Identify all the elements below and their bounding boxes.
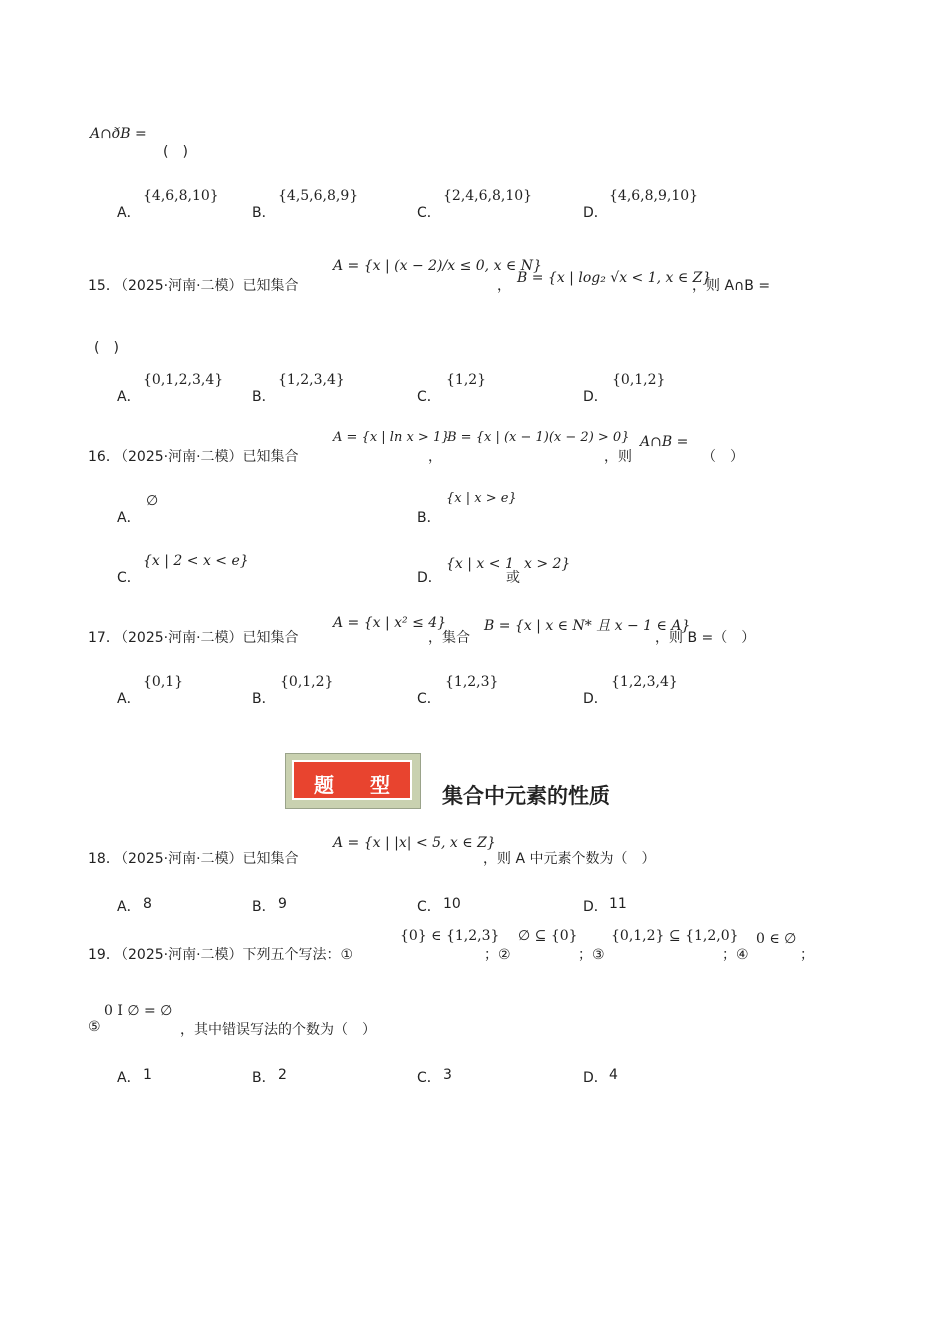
- q14-opt-a[interactable]: {4,6,8,10}: [143, 188, 219, 204]
- q19-opt-a[interactable]: 1: [143, 1067, 152, 1083]
- q15-opt-d[interactable]: {0,1,2}: [612, 372, 666, 388]
- q16-opt-c[interactable]: {x | 2 < x < e}: [143, 553, 249, 569]
- q19-sep-3: ；④: [722, 947, 749, 963]
- q18-opt-d-label: D．: [583, 899, 608, 915]
- q17-ask: ，则 B =（ ）: [655, 630, 756, 646]
- q14-opt-b[interactable]: {4,5,6,8,9}: [278, 188, 359, 204]
- q18-opt-b[interactable]: 9: [278, 896, 287, 912]
- q14-opt-c-label: C．: [417, 205, 441, 221]
- q19-sep-4: ；: [800, 947, 814, 963]
- q17-opt-d-label: D．: [583, 691, 608, 707]
- q18-opt-c-label: C．: [417, 899, 441, 915]
- q15-opt-b[interactable]: {1,2,3,4}: [278, 372, 345, 388]
- q16-opt-a[interactable]: ∅: [146, 493, 159, 509]
- q18-number: 18．: [88, 851, 120, 867]
- q19-writing-1: {0} ∈ {1,2,3}: [400, 928, 500, 944]
- q17-opt-b-label: B．: [252, 691, 276, 707]
- q14-opt-c[interactable]: {2,4,6,8,10}: [443, 188, 533, 204]
- q17-opt-a-label: A．: [117, 691, 141, 707]
- q18-ask: ，则 A 中元素个数为（ ）: [483, 851, 656, 867]
- q19-sep-1: ；②: [484, 947, 511, 963]
- section-badge-char-2: 型: [370, 773, 390, 797]
- q18-opt-b-label: B．: [252, 899, 276, 915]
- q19-writing-2: ∅ ⊆ {0}: [518, 928, 578, 944]
- section-title: 集合中元素的性质: [442, 784, 610, 808]
- q19-opt-b-label: B．: [252, 1070, 276, 1086]
- q17-set-b: B = {x | x ∈ N* 且 x − 1 ∈ A}: [484, 618, 691, 634]
- q18-opt-a[interactable]: 8: [143, 896, 152, 912]
- q17-opt-c[interactable]: {1,2,3}: [445, 674, 499, 690]
- q16-set-b: B = {x | (x − 1)(x − 2) > 0}: [447, 430, 630, 445]
- q19-writing-5: 0 I ∅ = ∅: [104, 1003, 173, 1019]
- q16-opt-b[interactable]: {x | x > e}: [446, 491, 517, 506]
- q16-opt-d-label: D．: [417, 570, 442, 586]
- q16-sep: ，: [428, 449, 442, 465]
- q14-formula: A∩ð⁠B =: [90, 126, 147, 142]
- section-badge: [285, 753, 421, 809]
- q18-source: （2025·河南·二模）已知集合: [114, 851, 299, 867]
- q19-source: （2025·河南·二模）下列五个写法：①: [114, 947, 354, 963]
- q16-opt-d-part1[interactable]: {x | x < 1: [446, 556, 514, 572]
- q16-source: （2025·河南·二模）已知集合: [114, 449, 299, 465]
- q18-opt-c[interactable]: 10: [443, 896, 461, 912]
- q19-writing-3: {0,1,2} ⊆ {1,2,0}: [611, 928, 739, 944]
- q17-opt-d[interactable]: {1,2,3,4}: [611, 674, 678, 690]
- q15-paren: ( ): [94, 340, 119, 356]
- q16-formula: A∩B =: [640, 434, 689, 450]
- q19-opt-b[interactable]: 2: [278, 1067, 287, 1083]
- q16-paren: （ ）: [702, 449, 744, 465]
- q17-source: （2025·河南·二模）已知集合: [114, 630, 299, 646]
- q14-opt-a-label: A．: [117, 205, 141, 221]
- q19-number: 19．: [88, 947, 120, 963]
- q15-set-a: A = {x | (x − 2)/x ≤ 0, x ∈ N}: [333, 258, 542, 274]
- q15-source: （2025·河南·二模）已知集合: [114, 278, 299, 294]
- q15-ask: ，则 A∩B =: [692, 278, 771, 294]
- q17-set-a: A = {x | x² ≤ 4}: [333, 615, 447, 631]
- q17-opt-a[interactable]: {0,1}: [143, 674, 184, 690]
- q16-opt-b-label: B．: [417, 510, 441, 526]
- q16-set-a: A = {x | ln x > 1}: [333, 430, 450, 445]
- q18-opt-d[interactable]: 11: [609, 896, 627, 912]
- q19-ask: ，其中错误写法的个数为（ ）: [180, 1022, 376, 1038]
- q15-opt-a[interactable]: {0,1,2,3,4}: [143, 372, 224, 388]
- q16-opt-a-label: A．: [117, 510, 141, 526]
- q16-ask: ，则: [604, 449, 632, 465]
- q14-opt-d[interactable]: {4,6,8,9,10}: [609, 188, 699, 204]
- q19-opt-d[interactable]: 4: [609, 1067, 618, 1083]
- q19-sep-2: ；③: [578, 947, 605, 963]
- q17-opt-c-label: C．: [417, 691, 441, 707]
- q19-writing-4: 0 ∈ ∅: [756, 931, 797, 947]
- q15-opt-c-label: C．: [417, 389, 441, 405]
- q17-mid: ，集合: [428, 630, 470, 646]
- q18-set-a: A = {x | |x| < 5, x ∈ Z}: [333, 835, 496, 851]
- q15-opt-a-label: A．: [117, 389, 141, 405]
- q19-opt-c-label: C．: [417, 1070, 441, 1086]
- q15-set-b: B = {x | log₂ √x < 1, x ∈ Z}: [517, 270, 712, 286]
- q18-opt-a-label: A．: [117, 899, 141, 915]
- q14-paren: ( ): [163, 144, 188, 160]
- q19-opt-d-label: D．: [583, 1070, 608, 1086]
- q17-opt-b[interactable]: {0,1,2}: [280, 674, 334, 690]
- q16-number: 16．: [88, 449, 120, 465]
- q16-opt-d-or: 或: [506, 570, 520, 586]
- q15-sep: ，: [497, 278, 511, 294]
- q17-number: 17．: [88, 630, 120, 646]
- q14-opt-d-label: D．: [583, 205, 608, 221]
- q15-opt-c[interactable]: {1,2}: [446, 372, 487, 388]
- section-badge-char-1: 题: [314, 773, 334, 797]
- q19-opt-c[interactable]: 3: [443, 1067, 452, 1083]
- q15-number: 15．: [88, 278, 120, 294]
- q15-opt-d-label: D．: [583, 389, 608, 405]
- q16-opt-c-label: C．: [117, 570, 141, 586]
- section-badge-inner: [292, 760, 412, 800]
- q14-opt-b-label: B．: [252, 205, 276, 221]
- q19-opt-a-label: A．: [117, 1070, 141, 1086]
- q19-circ-5: ⑤: [88, 1019, 101, 1035]
- q15-opt-b-label: B．: [252, 389, 276, 405]
- q16-opt-d-part2[interactable]: x > 2}: [524, 556, 571, 572]
